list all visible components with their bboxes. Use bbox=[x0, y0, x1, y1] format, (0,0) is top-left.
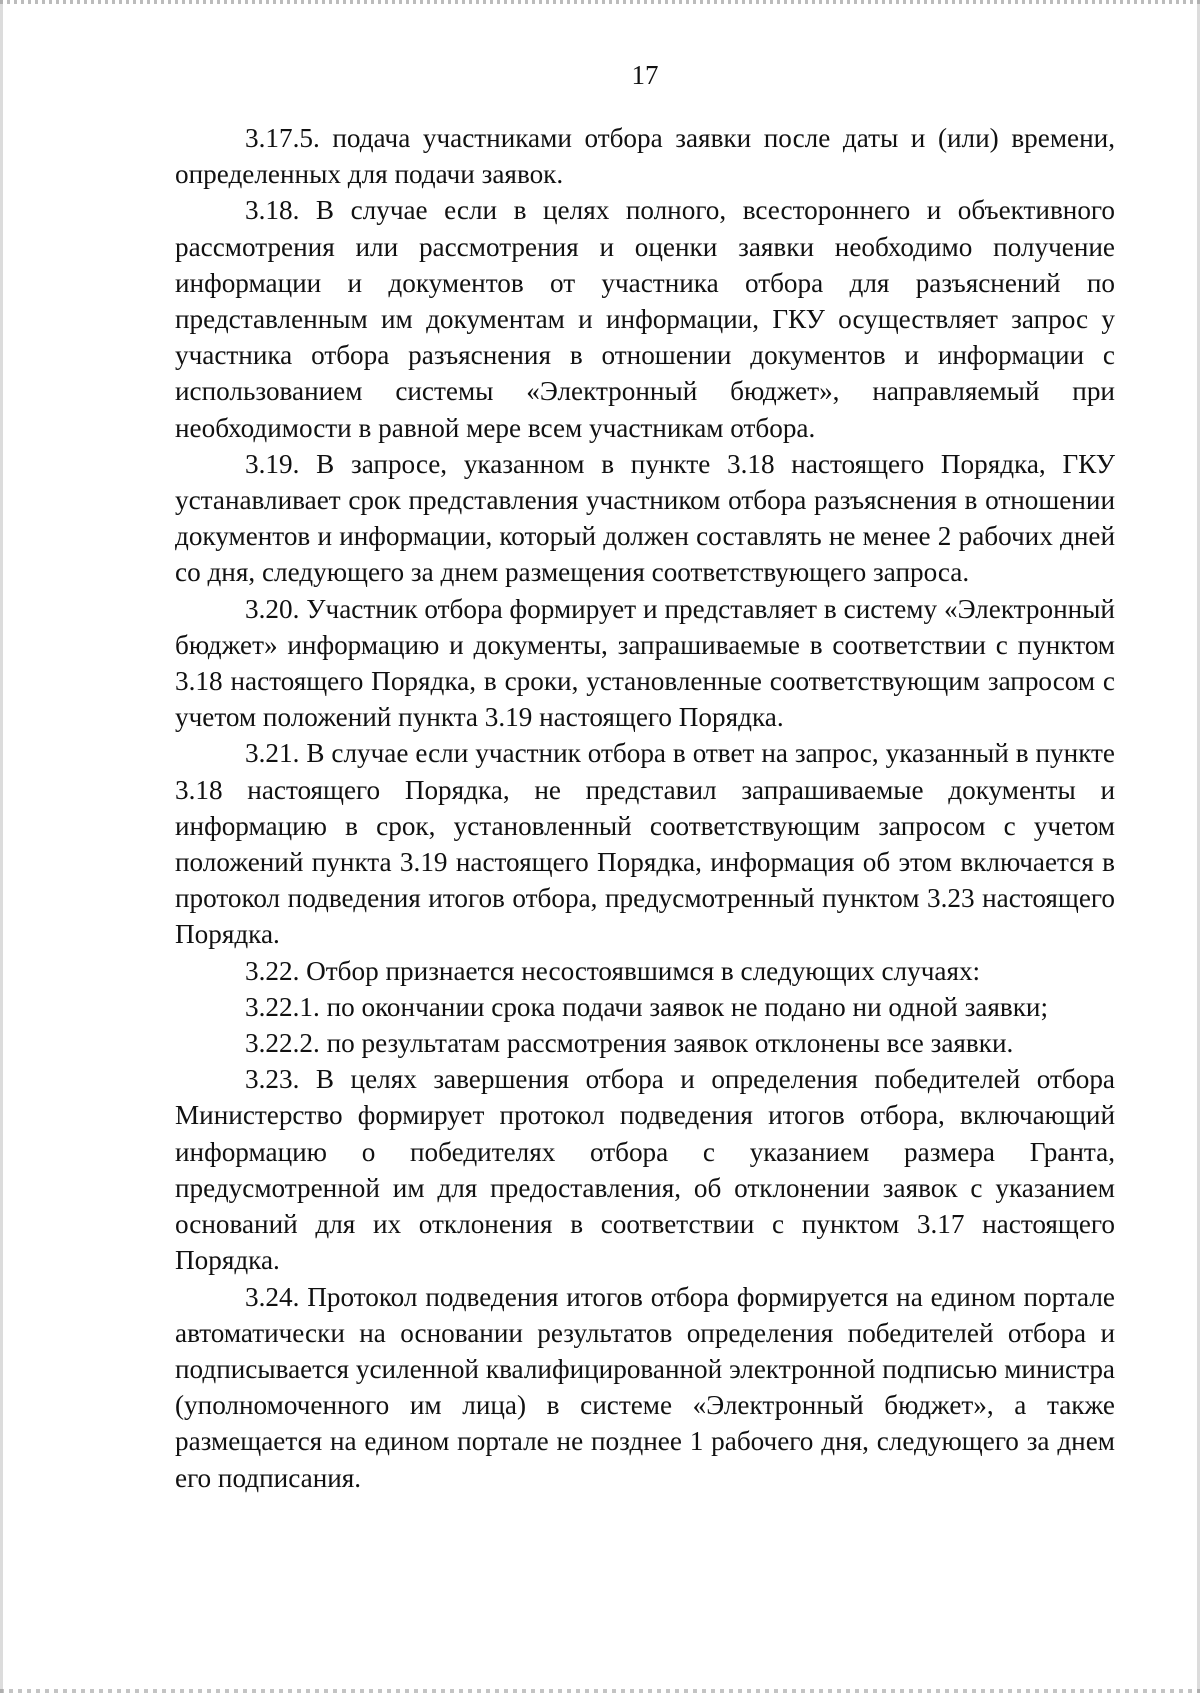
scan-edge-top bbox=[0, 0, 1200, 4]
paragraph-3-19: 3.19. В запросе, указанном в пункте 3.18 настоящего Порядка, ГКУ устанавливает срок представления участником отбора разъяснения в отношении документов и информации, который должен составлять не менее 2 рабочих дней со дня, следующего за днем размещения соответствующего запроса. bbox=[175, 448, 1115, 588]
paragraph-3-20: 3.20. Участник отбора формирует и представляет в систему «Электронный бюджет» информацию и документы, запрашиваемые в соответствии с пунктом 3.18 настоящего Порядка, в сроки, установленные соответствующим запросом с учетом положений пункта 3.19 настоящего Порядка. bbox=[175, 593, 1115, 733]
scan-edge-bottom bbox=[0, 1689, 1200, 1693]
paragraph-3-22: 3.22. Отбор признается несостоявшимся в следующих случаях: bbox=[245, 955, 981, 986]
paragraph-3-24: 3.24. Протокол подведения итогов отбора формируется на едином портале автоматически на основании результатов определения победителей отбора и подписывается усиленной квалифицированной электронной подписью министра (уполномоченного им лица) в системе «Электронный бюджет», а также размещается на едином портале не позднее 1 рабочего дня, следующего за днем его подписания. bbox=[175, 1281, 1115, 1493]
paragraph-3-18: 3.18. В случае если в целях полного, всестороннего и объективного рассмотрения или рассмотрения и оценки заявки необходимо получение информации и документов от участника отбора для разъяснений по представленным им документам и информации, ГКУ осуществляет запрос у участника отбора разъяснения в отношении документов и информации с использованием системы «Электронный бюджет», направляемый при необходимости в равной мере всем участникам отбора. bbox=[175, 195, 1115, 443]
paragraph-3-17-5: 3.17.5. подача участниками отбора заявки после даты и (или) времени, определенных для подачи заявок. bbox=[175, 123, 1115, 190]
paragraph-3-22-2: 3.22.2. по результатам рассмотрения заявок отклонены все заявки. bbox=[245, 1028, 1014, 1059]
paragraph-3-21: 3.21. В случае если участник отбора в ответ на запрос, указанный в пункте 3.18 настоящего Порядка, не представил запрашиваемые документы и информацию в срок, установленный соответствующим запросом с учетом положений пункта 3.19 настоящего Порядка, информация об этом включается в протокол подведения итогов отбора, предусмотренный пунктом 3.23 настоящего Порядка. bbox=[175, 738, 1115, 950]
page-number: 17 bbox=[631, 60, 659, 90]
scan-edge-left bbox=[0, 0, 3, 1693]
paragraph-3-22-1: 3.22.1. по окончании срока подачи заявок не подано ни одной заявки; bbox=[245, 991, 1049, 1022]
paragraph-3-23: 3.23. В целях завершения отбора и определения победителей отбора Министерство формирует протокол подведения итогов отбора, включающий информацию о победителях отбора с указанием размера Гранта, предусмотренной им для предоставления, об отклонении заявок с указанием оснований для их отклонения в соответствии с пунктом 3.17 настоящего Порядка. bbox=[175, 1064, 1115, 1276]
document-body bbox=[175, 120, 1115, 1496]
